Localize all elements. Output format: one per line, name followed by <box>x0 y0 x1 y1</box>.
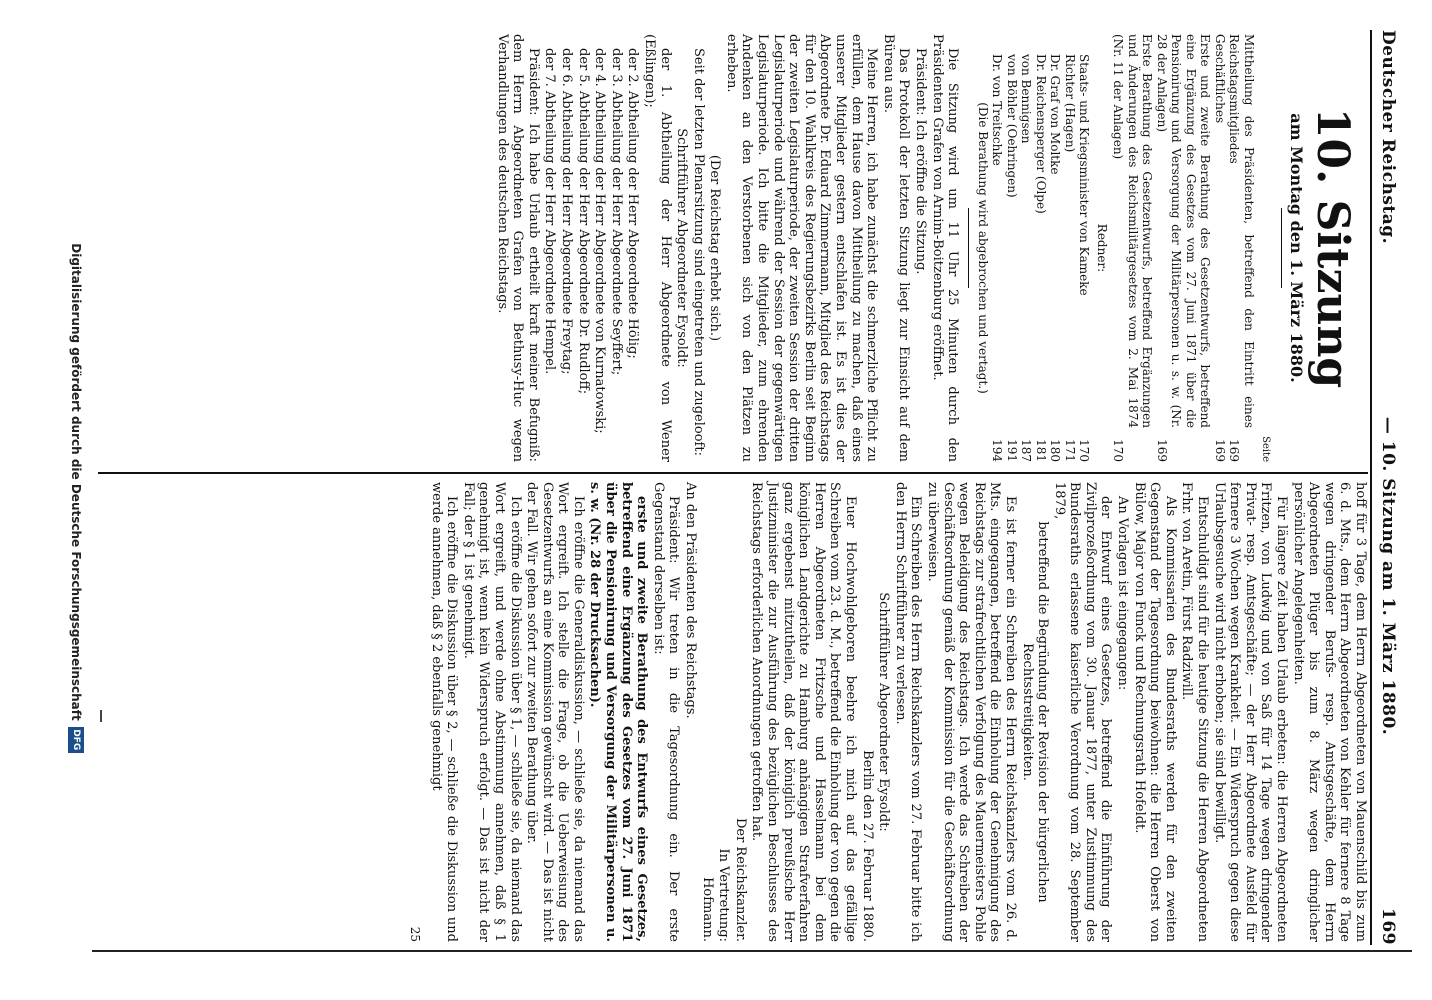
paragraph: An Vorlagen ist eingegangen: <box>1115 496 1131 691</box>
table-of-contents <box>975 34 1273 462</box>
paragraph: Präsident: Ich eröffne die Sitzung. <box>913 48 929 275</box>
right-column <box>406 482 1368 942</box>
paragraph: Ich eröffne die Diskussion über § 2, — schließe die Diskussion und werde annehmen, daß § 2 ebenfalls genehmigt <box>428 482 460 942</box>
paragraph: (Der Reichstag erhebt sich.) <box>707 154 723 342</box>
toc-item: Geschäftliches 169 <box>1212 34 1227 462</box>
funding-note <box>65 8 87 988</box>
toc-item: Erste und zweite Berathung des Gesetzentwurfs, betreffend eine Ergänzung des Gesetzes vom 27. Juni 1871 über die Pensionirung und Versorgung der Militärpersonen u. s. w. (Nr. 28 der Anlagen) 169 <box>1154 34 1213 462</box>
paragraph: Ich eröffne die Diskussion über § 1, — schließe sie, da niemand das Wort ergreift, und werde ohne Abstimmung annehmen, daß § 1 genehmigt ist, wenn kein Widerspruch erfolgt. — Das ist nicht der Fall; der § 1 ist genehmigt. <box>460 482 523 942</box>
paragraph: Präsident: Ich habe Urlaub ertheilt kraft meiner Befugniß: dem Herrn Abgeordneten Grafen von Bethusy-Huc wegen Verhandlungen des deutschen Reichstags. <box>494 34 541 462</box>
page-header <box>1374 30 1402 945</box>
speaker-entry: Dr. Graf von Moltke 180 <box>1048 54 1063 462</box>
session-date: am Montag den 1. März 1880. <box>1287 113 1306 383</box>
letter-date: Berlin den 27. Februar 1880. <box>859 750 875 942</box>
paragraph: der 5. Abtheilung der Herr Abgeordnete Dr. Rudloff; <box>575 48 591 395</box>
paragraph: der 2. Abtheilung der Herr Abgeordnete Hölig; <box>625 48 641 359</box>
speaker-entry: von Bennigsen 187 <box>1019 54 1034 462</box>
paragraph: Entschuldigt sind für die heutige Sitzung die Herren Abgeordneten Frhr. von Aretin, Fürst Radziwill. <box>1179 482 1211 942</box>
left-column <box>493 34 1368 462</box>
paragraph: betreffend die Begründung der Revision der bürgerlichen Rechtsstreitigkeiten. <box>1019 521 1051 903</box>
paragraph: der 7. Abtheilung der Herr Abgeordnete Hempel. <box>542 48 558 375</box>
paragraph: Euer Hochwohlgeboren beehre ich mich auf das gefällige Schreiben vom 23. d. M., betreffend die Einholung der von gegen die Herren Abgeordneten Fritzsche und Hasselmann bei dem königlichen Landgerichte zu Hamburg anhängigen Strafverfahren ganz ergebenst mitzutheilen, daß der königlich preußische Herr Justizminister die zur Ausführung des bezüglichen Beschlusses des Reichstags erforderlichen Anordnungen getroffen hat. <box>749 482 858 942</box>
speaker-heading: Schriftführer Abgeordneter Eysoldt: <box>674 128 690 368</box>
paragraph: der 4. Abtheilung der Herr Abgeordnete von Kurnatowski; <box>592 48 608 434</box>
paragraph: Die Sitzung wird um 11 Uhr 25 Minuten durch den Präsidenten Grafen von Arnim-Boitzenburg eröffnet. <box>929 34 961 462</box>
session-title: 10. Sitzung <box>1307 107 1358 389</box>
toc-seite-label: Seite <box>1260 436 1272 462</box>
paragraph: der Entwurf eines Gesetzes, betreffend die Einführung der Zivilprozeßordnung vom 30. Januar 1877, unter Zustimmung des Bundesraths erlassene kaiserliche Verordnung vom 28. September 1879, <box>1051 482 1114 942</box>
paragraph: der 6. Abtheilung der Herr Abgeordnete Freytag; <box>558 48 574 375</box>
funding-text: Digitalisierung gefördert durch die Deutsche Forschungsgemeinschaft <box>69 243 83 721</box>
title-rule <box>1281 208 1282 288</box>
speaker-entry: Dr. Reichensperger (Olpe) 181 <box>1033 54 1048 462</box>
speaker-entry: Richter (Hagen) 171 <box>1062 54 1077 462</box>
header-center: — 10. Sitzung am 1. März 1880. <box>1378 416 1398 736</box>
page-number: 169 <box>1378 908 1398 945</box>
paragraph: der 1. Abtheilung der Herr Abgeordnete von Wener (Eßlingen); <box>641 34 673 462</box>
column-divider <box>98 472 1368 474</box>
paragraph: der 3. Abtheilung der Herr Abgeordnete Seyffert; <box>608 48 624 376</box>
page-edge <box>92 950 1412 952</box>
paragraph: Ich eröffne die Generaldiskussion, — schließe sie, da niemand das Wort ergreift. Ich stelle die Frage, ob die Ueberweisung des Gesetzentwurfs an eine Kommission gewünscht wird. — Das ist nicht der Fall. Wir gehen sofort zur zweiten Berathung über. <box>524 482 586 942</box>
dfg-logo-icon: DFG <box>68 727 84 753</box>
letter-signature: Der Reichskanzler. <box>732 817 748 942</box>
paragraph: hoff für 3 Tage, dem Herrn Abgeordneten von Mauenschild bis zum 6. d. Mts., dem Herrn Abgeordneten von Kehler für fernere 8 Tage wegen dringender Berufs- resp. Amtsgeschäfte, dem Herrn Abgeordneten Plüger bis zum 8. März wegen dringlicher persönlicher Angelegenheiten. <box>1290 482 1368 942</box>
paragraph: Präsident: Wir treten in die Tagesordnung ein. Der erste Gegenstand derselben ist: <box>650 482 682 942</box>
speakers-heading: Redner: <box>1094 223 1109 273</box>
toc-item: Erste Berathung des Gesetzentwurfs, betreffend Ergänzungen und Änderungen des Reichsmilitärgesetzes vom 2. Mai 1874 (Nr. 11 der Anlagen) 170 <box>1111 34 1155 462</box>
speaker-entry: von Böhler (Oehringen) 191 <box>1004 54 1019 462</box>
paragraph: Als Kommissarien des Bundesraths werden für den zweiten Gegenstand der Tagesordnung beiwohnen: die Herren Oberst von Bülow, Major von Funck und Rechnungsrath Hofeldt. <box>1131 482 1178 942</box>
paragraph: Seit der letzten Plenarsitzung sind eingetreten und zugelooft: <box>690 48 706 456</box>
paragraph: Das Protokoll der letzten Sitzung liegt zur Einsicht auf dem Büreau aus. <box>880 34 912 462</box>
margin-mark <box>100 710 102 722</box>
toc-item: Mittheilung des Präsidenten, betreffend den Eintritt eines Reichstagsmitgliedes 169 <box>1227 34 1256 462</box>
speaker-heading: Schriftführer Abgeordneter Eysoldt: <box>876 592 892 832</box>
paragraph: Meine Herren, ich habe zunächst die schmerzliche Pflicht zu erfüllen, dem Hause davon Mittheilung zu machen, daß eines unserer Mitglieder gestern entschlafen ist. Es ist dies der Abgeordnete Dr. Eduard Zimmermann, Mitglied des Reichstags für den 10. Wahlkreis des Regierungsbezirks Berlin seit Beginn der zweiten Legislaturperiode, der zweiten Session der dritten Legislaturperiode und während der Session der gegenwärtigen Legislaturperiode. Ich bitte die Mitglieder, zum ehrenden Andenken an den Verstorbenen sich von den Plätzen zu erheben. <box>723 34 880 462</box>
letter-signature: In Vertretung: <box>716 848 732 942</box>
speaker-entry: Staats- und Kriegsminister von Kameke 170 <box>1077 54 1092 462</box>
paragraph: Für längere Zeit haben Urlaub erbeten: die Herren Abgeordneten Fritzen, von Ludwig und von Saß für 14 Tage wegen dringender Privat- resp. Amtsgeschäfte; — der Herr Abgeordnete Ausfeld für fernere 3 Wochen wegen Krankheit. — Ein Widerspruch gegen diese Urlaubsgesuche wird nicht erhoben; sie sind bewilligt. <box>1211 482 1290 942</box>
paragraph: Es ist ferner ein Schreiben des Herrn Reichskanzlers vom 26. d. Mts. eingegangen, betreffend die Einholung der Genehmigung des Reichstags zur strafrechtlichen Verfolgung des Mauermeisters Pohle wegen Beleidigung des Reichstags. Ich werde das Schreiben der Geschäftsordnung gemäß der Kommission für die Geschäftsordnung zu überweisen. <box>924 482 1018 942</box>
speaker-entry: Dr. von Treitschke 194 <box>990 54 1005 462</box>
letter-signature: Hofmann. <box>699 877 715 942</box>
letter-address: An den Präsidenten des Reichstags. <box>683 482 699 719</box>
header-left: Deutscher Reichstag. <box>1378 30 1398 245</box>
paragraph: Ein Schreiben des Herrn Reichskanzlers vom 27. Februar bitte ich den Herrn Schriftführer zu verlesen. <box>892 482 924 942</box>
header-rule <box>1370 30 1372 945</box>
toc-closing: (Die Berathung wird abgebrochen und vertagt.) <box>975 102 990 394</box>
agenda-item: erste und zweite Berathung des Entwurfs eines Gesetzes, betreffend eine Ergänzung des Gesetzes vom 27. Juni 1871 über die Pensionirung und Versorgung der Militärpersonen u. s. w. (Nr. 28 der Drucksachen). <box>587 482 650 942</box>
toc-rule <box>968 208 969 288</box>
signature-number: 25 <box>407 926 422 942</box>
